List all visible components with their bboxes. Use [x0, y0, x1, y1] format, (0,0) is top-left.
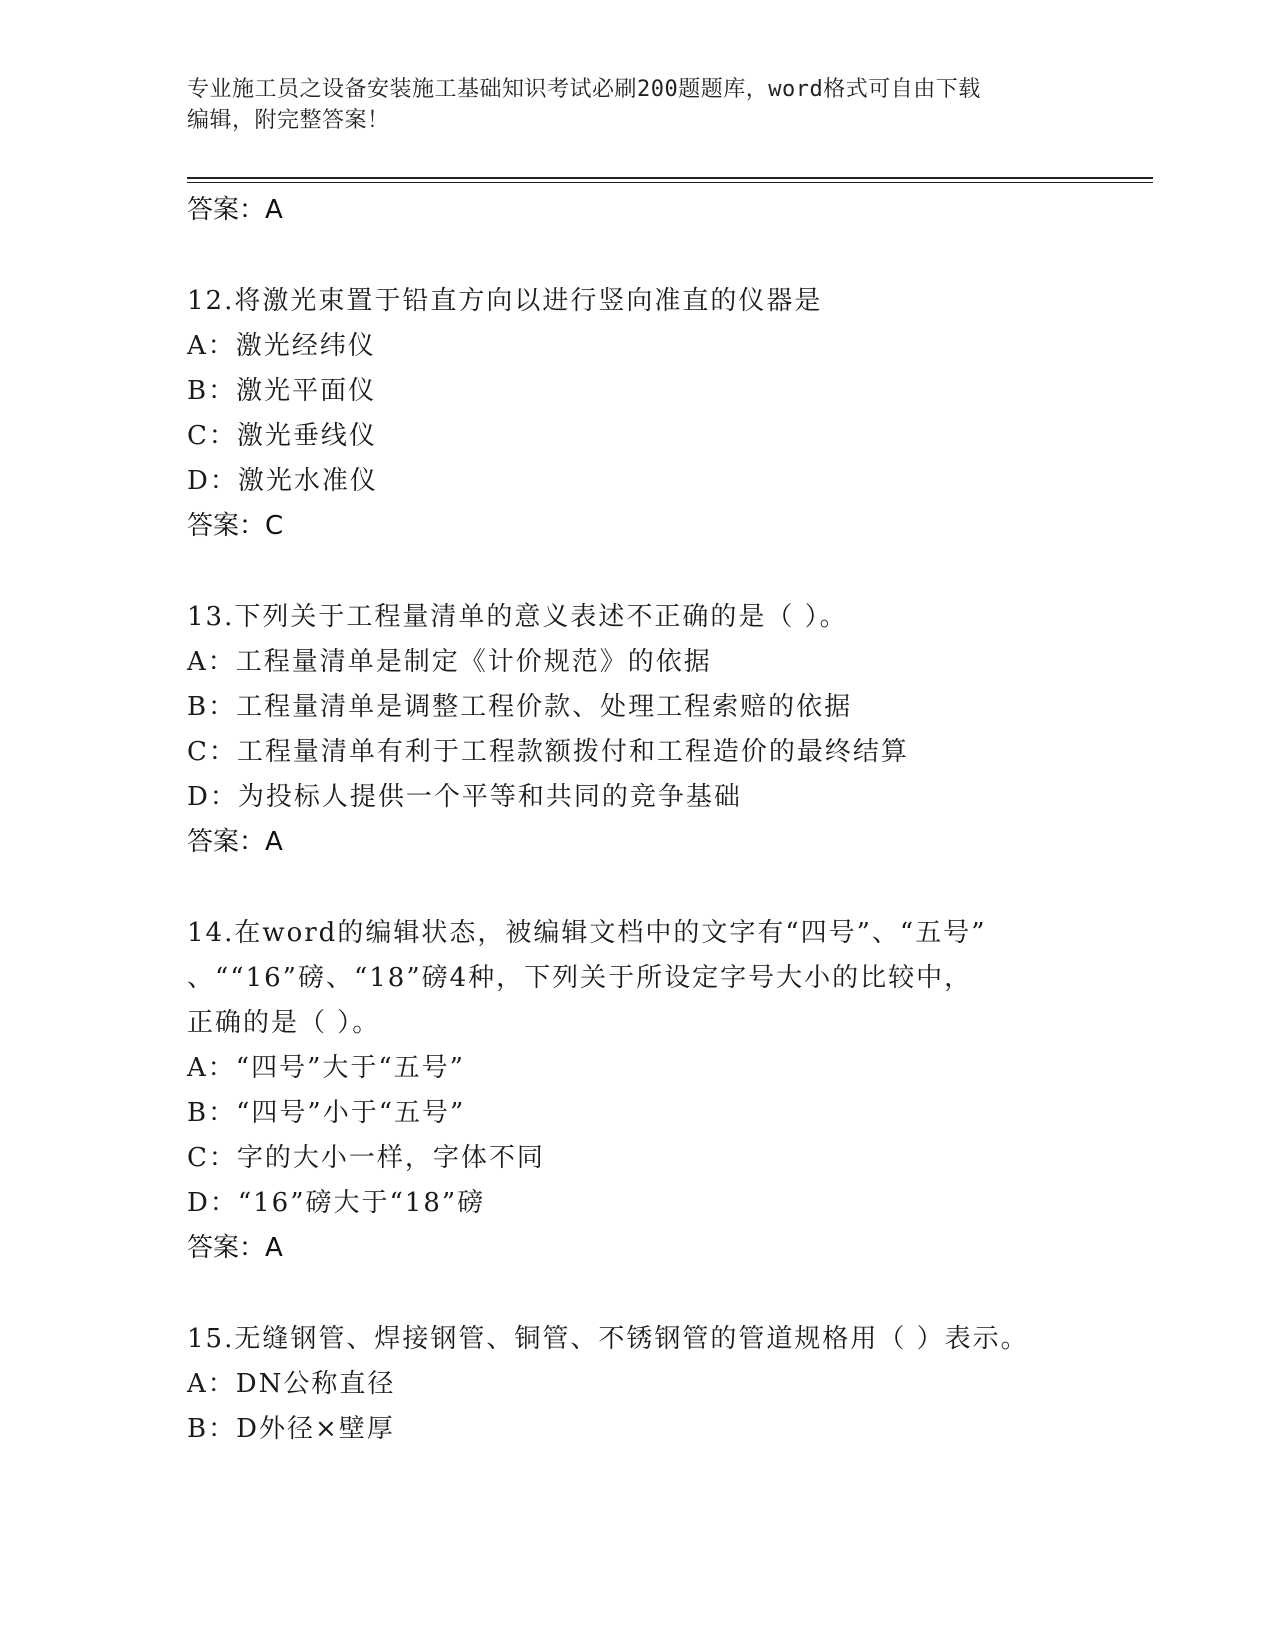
answer-line: 答案：A	[187, 827, 283, 857]
option-c: C：字的大小一样，字体不同	[187, 1143, 545, 1173]
answer-line: 答案：A	[187, 195, 283, 225]
option-c: C：激光垂线仪	[187, 421, 377, 451]
option-b: B：工程量清单是调整工程价款、处理工程索赔的依据	[187, 692, 853, 722]
option-b: B：“四号”小于“五号”	[187, 1098, 466, 1128]
option-a: A：DN公称直径	[187, 1369, 396, 1399]
question-block	[187, 595, 1147, 865]
option-b: B：激光平面仪	[187, 376, 377, 406]
question-stem-continued: 正确的是（ ）。	[187, 1008, 381, 1038]
question-stem: 15.无缝钢管、焊接钢管、铜管、不锈钢管的管道规格用（ ）表示。	[187, 1324, 1029, 1354]
header-divider-thick	[187, 177, 1153, 179]
option-d: D：“16”磅大于“18”磅	[187, 1188, 486, 1218]
answer-line: 答案：C	[187, 511, 284, 541]
question-block	[187, 911, 1147, 1271]
question-block	[187, 1317, 1147, 1452]
option-b: B：D外径×壁厚	[187, 1414, 395, 1444]
question-block	[187, 279, 1147, 549]
option-d: D：激光水准仪	[187, 466, 378, 496]
option-c: C：工程量清单有利于工程款额拨付和工程造价的最终结算	[187, 737, 909, 767]
question-stem-continued: 、““16”磅、“18”磅4种，下列关于所设定字号大小的比较中，	[187, 963, 973, 993]
question-list	[187, 188, 1147, 1452]
answer-line: 答案：A	[187, 1233, 283, 1263]
option-a: A：激光经纬仪	[187, 331, 376, 361]
question-stem: 12.将激光束置于铅直方向以进行竖向准直的仪器是	[187, 286, 823, 316]
question-stem: 13.下列关于工程量清单的意义表述不正确的是（ ）。	[187, 602, 848, 632]
header-title-line2: 编辑，附完整答案！	[187, 108, 390, 133]
option-a: A：工程量清单是制定《计价规范》的依据	[187, 647, 712, 677]
option-d: D：为投标人提供一个平等和共同的竞争基础	[187, 782, 742, 812]
header-title-line1: 专业施工员之设备安装施工基础知识考试必刷200题题库，word格式可自由下载	[187, 77, 981, 102]
header-divider-thin	[187, 182, 1153, 183]
option-a: A：“四号”大于“五号”	[187, 1053, 465, 1083]
question-stem: 14.在word的编辑状态，被编辑文档中的文字有“四号”、“五号”	[187, 918, 987, 948]
document-header	[187, 74, 1067, 136]
